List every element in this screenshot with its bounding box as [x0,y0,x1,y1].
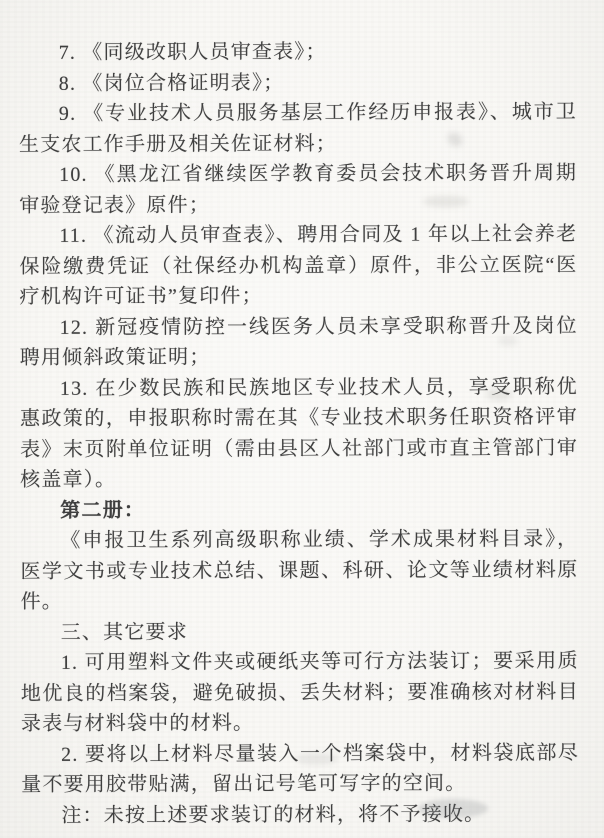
other-requirement-2: 2. 要将以上材料尽量装入一个档案袋中，材料袋底部尽量不要用胶带贴满，留出记号笔可写字的空间。 [21,741,580,796]
list-item-8: 8. 《岗位合格证明表》； [58,71,285,95]
list-item-13: 13. 在少数民族和民族地区专业技术人员，享受职称优惠政策的，申报职称时需在其《专业技术职务任职资格评审表》末页附单位证明（需由县区人社部门或市直主管部门审核盖章）。 [19,375,579,491]
volume-two-contents: 《申报卫生系列高级职称业绩、学术成果材料目录》，医学文书或专业技术总结、课题、科研、论文等业绩材料原件。 [20,528,579,613]
volume-two-heading: 第二册： [60,499,146,522]
section-three-heading: 三、其它要求 [60,620,188,644]
list-item-10: 10. 《黑龙江省继续医学教育委员会技术职务晋升周期审验登记表》原件； [19,162,578,217]
list-item-9: 9. 《专业技术人员服务基层工作经历申报表》、城市卫生支农工作手册及相关佐证材料； [18,101,577,156]
list-item-7: 7. 《同级改职人员审查表》； [58,40,327,64]
list-item-12: 12. 新冠疫情防控一线医务人员未享受职称晋升及岗位聘用倾斜政策证明； [19,314,578,369]
footnote: 注：未按上述要求装订的材料，将不予接收。 [61,802,486,827]
document-body [19,36,580,831]
other-requirement-1: 1. 可用塑料文件夹或硬纸夹等可行方法装订；要采用质地优良的档案袋，避免破损、丢失材料；要准确核对材料目录表与材料袋中的材料。 [20,650,579,735]
list-item-11: 11. 《流动人员审查表》、聘用合同及 1 年以上社会养老保险缴费凭证（社保经办机构盖章）原件，非公立医院“医疗机构许可证书”复印件； [19,223,578,308]
